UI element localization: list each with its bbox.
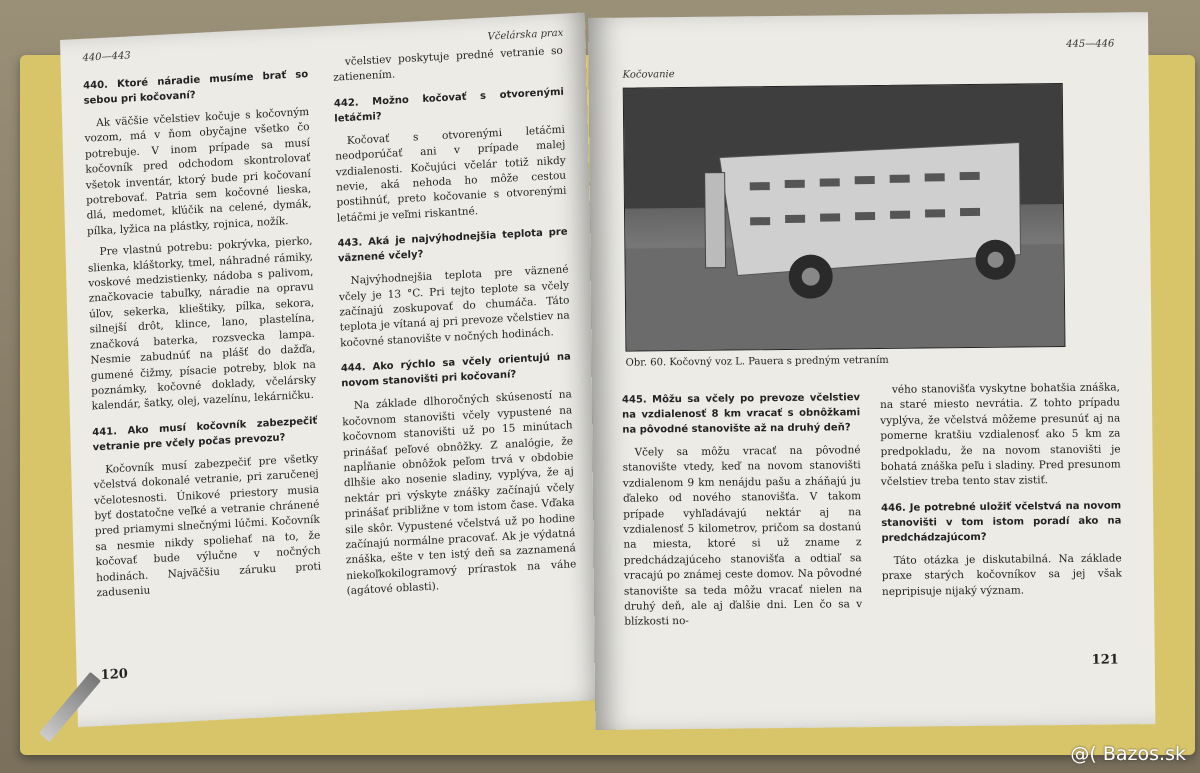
right-page-number: 121 <box>1091 652 1119 668</box>
paragraph: Pre vlastnú potrebu: pokrývka, pierko, slienka, kláštorky, tmel, náhradné rámiky, voskové medzistienky, nádoba s palivom, značkovacie tabuľky, náradie na opravu úľov, sekerka, klieštiky, pílka, sekora, silnejší drôt, klince, lano, plastelína, značková baterka, rozsvecka lampa. Nesmie zabudnúť na plášť do dažďa, gumené čižmy, písacie potreby, blok na poznámky, kočovné doklady, včelársky kalendár, šatky, olej, vazelínu, lekárničku. <box>87 235 317 413</box>
right-header-title: Kočovanie <box>622 69 675 81</box>
paragraph: Ak väčšie včelstiev kočuje s kočovným vozom, má v ňom obyčajne všetko čo potrebuje. V inom prípade sa musí kočovník pred odchodom skontrolovať všetok inventár, ktorý bude pri kočovaní potrebovať. Patria sem kočovné lieska, dlá, medomet, kľúčik na celené, dymák, pílka, lyžica na plástky, rojnica, nožík. <box>84 105 312 238</box>
right-column-2 <box>880 380 1122 606</box>
left-header-title: Včelárska prax <box>487 27 564 43</box>
left-page-number: 120 <box>100 666 129 684</box>
left-column-1 <box>83 57 322 608</box>
right-page <box>588 12 1155 730</box>
question-heading: 443. Aká je najvýhodnejšia teplota pre väznené včely? <box>337 226 568 265</box>
question-heading: 441. Ako musí kočovník zabezpečiť vetranie pre včely počas prevozu? <box>92 415 318 454</box>
question-heading: 445. Môžu sa včely po prevoze včelstiev na vzdialenosť 8 km vracať s obnôžkami na pôvodné stanovište až na druhý deň? <box>621 392 861 436</box>
photo-caption: Obr. 60. Kočovný voz L. Pauera s predným vetraním <box>625 354 889 369</box>
right-header-range: 445—446 <box>1066 38 1115 50</box>
left-column-2 <box>333 44 577 606</box>
watermark: @( Bazos.sk <box>1070 743 1186 765</box>
right-column-1 <box>622 380 863 636</box>
question-heading: 440. Ktoré náradie musíme brať so sebou pri kočovaní? <box>83 69 309 107</box>
paragraph: včelstiev poskytuje predné vetranie so zatienením. <box>333 44 563 85</box>
paragraph: Včely sa môžu vracať na pôvodné stanovište vtedy, keď na novom stanovišti vzdialenom 9 km nenájdu pašu a zháňajú ju ďaleko od nového stanovišťa. V takom prípade vyhľadávajú nektár aj na vzdialenosť 5 kilometrov, pričom sa dostanú na miesta, ktoré si už zname z predchádzajúceho stanovišťa a odtiaľ sa vracajú po známej ceste domov. Na pôvodné stanovište sa teda môžu vracať nielen na druhý deň, ale aj ďalšie dni. Len čo sa v blízkosti no- <box>622 444 863 629</box>
question-heading: 444. Ako rýchlo sa včely orientujú na novom stanovišti pri kočovaní? <box>340 351 571 390</box>
paragraph: Na základe dlhoročných skúseností na kočovnom stanovišti včely vypustené na kočovnom stanovišti už po 15 minútach prinášať peľové obnôžky. Z analógie, že napĺňanie obnôžok peľom trvá v obdobie dlhšie ako nosenie sladiny, vyplýva, že aj nektár pri výskyte znášky začínajú včely prinášať približne v tom istom čase. Vďaka sile skôr. Vypustené včelstvá už po hodine začínajú normálne pracovať. Ak je výdatná znáška, ešte v ten istý deň sa zaznamená niekoľkokilogramový prírastok na váhe (agátové oblasti). <box>342 388 577 598</box>
paragraph: Kočovník musí zabezpečiť pre všetky včelstvá dokonalé vetranie, pri zaručenej včelotesnosti. Únikové priestory musia byť dostatočne veľké a vetranie chránené pred priamymi slnečnými lúčmi. Kočovník sa nesmie nikdy spoliehať na to, že kočovať bude výlučne v nočných hodinách. Najväčšiu záruku proti zaduseniu <box>93 452 322 600</box>
question-heading: 442. Možno kočovať s otvorenými letáčmi? <box>333 86 565 125</box>
left-header-range: 440—443 <box>82 50 131 64</box>
question-heading: 446. Je potrebné uložiť včelstvá na novom stanovišti v tom istom poradí ako na predchádzajúcom? <box>881 500 1122 544</box>
left-page <box>60 13 603 728</box>
paragraph: Táto otázka je diskutabilná. Na základe praxe starých kočovníkov sa jej však nepripisuje nijaký význam. <box>881 552 1122 598</box>
paragraph: vého stanovišťa vyskytne bohatšia znáška, na staré miesto nevrátia. Z tohto prípadu vyplýva, že včelstvá môžeme presunúť aj na pomerne kratšiu vzdialenosť ako 5 km za predpokladu, že na novom stanovišti je bohatá znáška peľu i sladiny. Pred presunom včelstiev treba tento stav zistiť. <box>880 381 1121 489</box>
caravan-photo <box>623 83 1066 352</box>
paragraph: Kočovať s otvorenými letáčmi neodporúčať ani v prípade malej vzdialenosti. Kočujúci včelár totiž nikdy nevie, aká nehoda ho môže cestou postihnúť, preto kočovanie s otvorenými letáčmi je veľmi riskantné. <box>335 123 567 225</box>
paragraph: Najvýhodnejšia teplota pre väznené včely je 13 °C. Pri tejto teplote sa včely začínajú zoskupovať do chumáča. Táto teplota je vítaná aj pri prevoze včelstiev na kočovné stanovište v nočných hodinách. <box>338 263 570 350</box>
caravan-illustration <box>624 84 1065 351</box>
